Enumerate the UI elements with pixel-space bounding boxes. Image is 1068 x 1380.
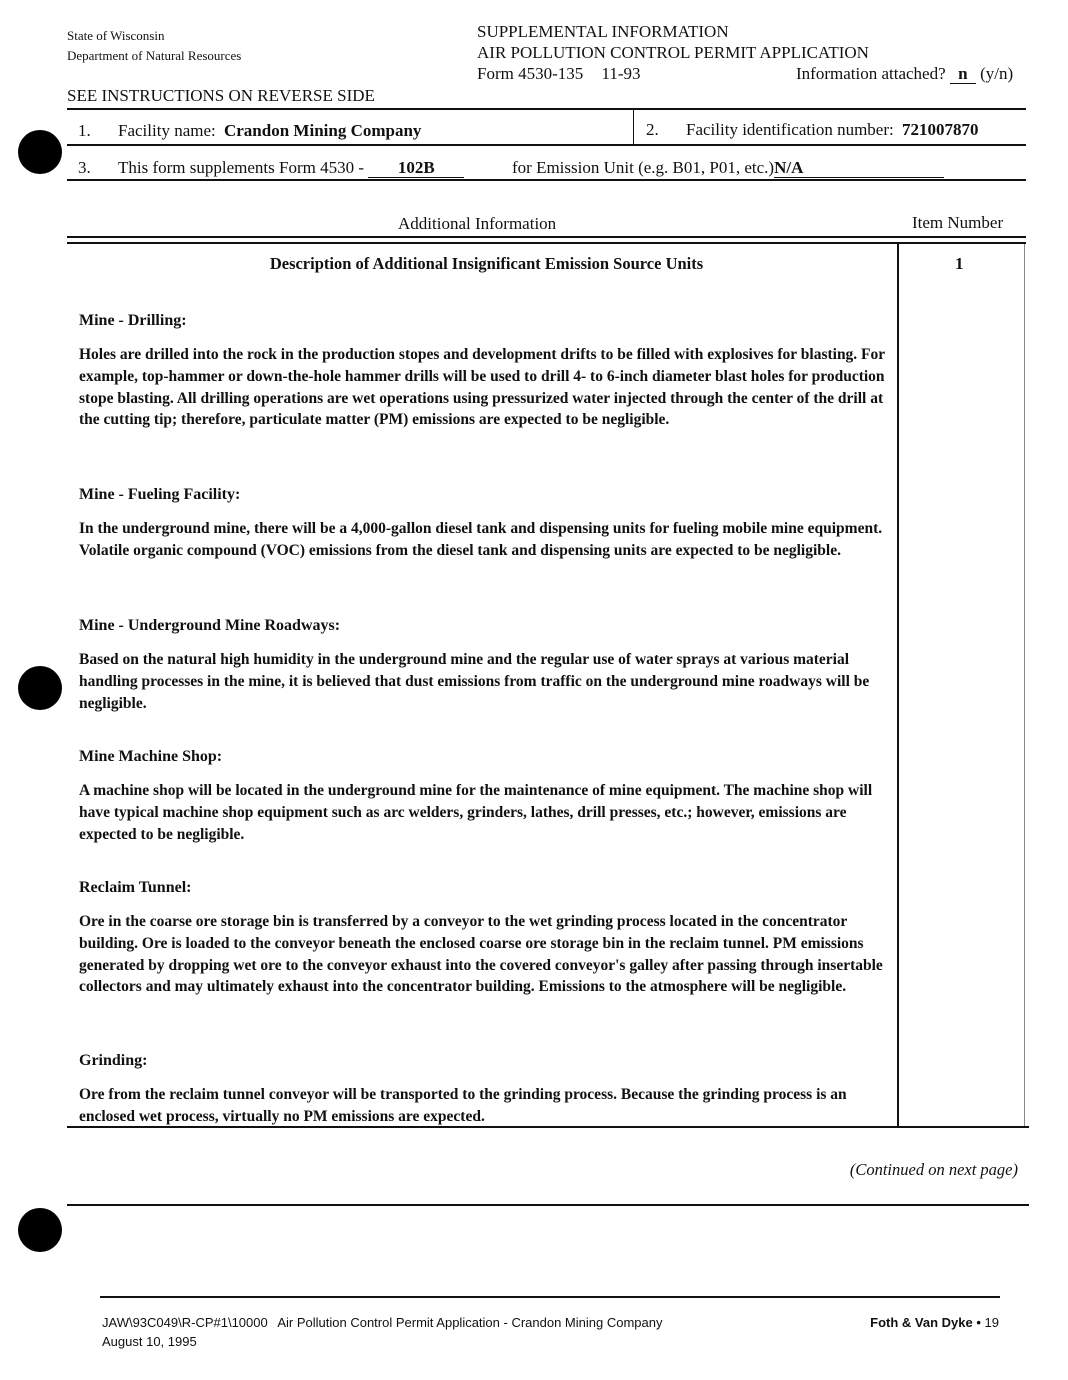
supplements-field[interactable] — [118, 158, 464, 178]
rule-top — [67, 108, 1026, 110]
facility-id-field[interactable] — [686, 120, 978, 140]
col-item-number: Item Number — [912, 213, 1004, 232]
facility-name-label: Facility name: — [118, 121, 216, 140]
footer-right — [820, 1313, 999, 1332]
form-number — [477, 64, 807, 84]
section-title: Mine - Fueling Facility: — [79, 486, 241, 503]
description-title: Description of Additional Insignificant Emission Source Units — [269, 254, 704, 273]
section-underground-roadways — [79, 616, 894, 714]
rule-table-header-1 — [67, 236, 1026, 238]
rule-field-divider — [633, 110, 634, 144]
info-attached-suffix: (y/n) — [980, 64, 1014, 83]
facility-id-value: 721007870 — [901, 120, 979, 139]
section-title: Reclaim Tunnel: — [79, 879, 192, 896]
department-label: Department of Natural Resources — [67, 48, 242, 63]
state-label: State of Wisconsin — [67, 28, 165, 43]
section-body: A machine shop will be located in the underground mine for the maintenance of mine equipment. The machine shop will have typical machine shop equipment such as arc welders, grinders, lathes, drill presses, etc.; however, emissions are expected to be negligible. — [79, 782, 873, 843]
emission-unit-value: N/A — [774, 159, 944, 178]
emission-unit-label: for Emission Unit (e.g. B01, P01, etc.) — [512, 158, 775, 177]
section-title: Mine Machine Shop: — [79, 748, 223, 765]
info-attached — [796, 64, 1013, 84]
form-number-value: Form 4530-135 — [477, 64, 584, 83]
item-number-value: 1 — [955, 254, 964, 273]
footer-line-1 — [102, 1313, 662, 1332]
section-body: Ore in the coarse ore storage bin is transferred by a conveyor to the wet grinding process located in the concentrator building. Ore is loaded to the conveyor beneath the enclosed coarse ore storage bin in the reclaim tunnel. PM emissions generated by dropping wet ore to the conveyor exhaust into the covered conveyor's galley after passing through insertable collectors and may ultimately exhaust into the concentrator building. Emissions to the atmosphere will be negligible. — [79, 913, 883, 996]
footer-left — [102, 1313, 662, 1351]
emission-unit-field[interactable] — [512, 158, 944, 178]
section-body: Holes are drilled into the rock in the production stopes and development drifts to be filled with explosives for blasting. For example, top-hammer or down-the-hole hammer drills will be used to drill 4- to 6-inch diameter blast holes for production stope blasting. All drilling operations are wet operations using pressurized water injected through the center of the drill at the cutting tip; therefore, particulate matter (PM) emissions are expected to be negligible. — [79, 346, 885, 429]
section-grinding — [79, 1051, 894, 1128]
section-reclaim-tunnel — [79, 878, 894, 998]
rule-item-column-right — [1024, 244, 1025, 1126]
section-body: In the underground mine, there will be a 4,000-gallon diesel tank and dispensing units for fueling mobile mine equipment. Volatile organic compound (VOC) emissions from the diesel tank and dispensing units are expected to be negligible. — [79, 520, 883, 559]
footer-firm: Foth & Van Dyke — [870, 1315, 973, 1330]
binder-hole-3 — [18, 1208, 62, 1252]
supplements-label: This form supplements Form 4530 - — [118, 158, 365, 177]
footer-doc-title: Air Pollution Control Permit Application - Crandon Mining Company — [277, 1315, 663, 1330]
continued-note: (Continued on next page) — [849, 1160, 1018, 1179]
section-body: Based on the natural high humidity in the underground mine and the regular use of water sprays at various material handling processes in the mine, it is believed that dust emissions from traffic on the underground mine roadways will be negligible. — [79, 651, 870, 712]
field-3-number: 3. — [78, 158, 91, 177]
rule-table-header-2 — [67, 242, 1026, 244]
field-1-number: 1. — [78, 121, 91, 140]
section-fueling-facility — [79, 485, 894, 562]
facility-id-label: Facility identification number: — [686, 120, 894, 139]
binder-hole-2 — [18, 666, 62, 710]
info-attached-value[interactable]: n — [950, 65, 976, 84]
facility-name-value: Crandon Mining Company — [223, 121, 422, 140]
info-attached-label: Information attached? — [796, 64, 946, 83]
footer-date: August 10, 1995 — [102, 1334, 197, 1349]
rule-middle — [67, 144, 1026, 146]
field-2-number: 2. — [646, 120, 659, 139]
section-body: Ore from the reclaim tunnel conveyor will be transported to the grinding process. Because the grinding process is an enclosed wet process, virtually no PM emissions are expected. — [79, 1086, 847, 1125]
form-title-line1: SUPPLEMENTAL INFORMATION — [477, 22, 729, 41]
footer-page-number: 19 — [984, 1315, 999, 1330]
section-title: Mine - Underground Mine Roadways: — [79, 617, 341, 634]
rule-field-bottom — [67, 179, 1026, 181]
instructions-label: SEE INSTRUCTIONS ON REVERSE SIDE — [67, 86, 375, 105]
form-title-line2: AIR POLLUTION CONTROL PERMIT APPLICATION — [477, 43, 869, 62]
col-additional-info: Additional Information — [398, 214, 557, 233]
supplements-value: 102B — [368, 159, 464, 178]
rule-footer — [100, 1296, 1000, 1298]
footer-bullet: • — [976, 1315, 981, 1330]
footer-path: JAW\93C049\R-CP#1\10000 — [102, 1315, 268, 1330]
section-mine-drilling — [79, 311, 894, 431]
facility-name-field[interactable] — [118, 121, 421, 141]
rule-table-bottom — [67, 1126, 1029, 1128]
section-machine-shop — [79, 747, 894, 845]
binder-hole-1 — [18, 130, 62, 174]
form-date: 11-93 — [601, 64, 641, 83]
rule-lower — [67, 1204, 1029, 1206]
section-title: Grinding: — [79, 1052, 148, 1069]
rule-column-divider — [897, 244, 899, 1126]
section-title: Mine - Drilling: — [79, 312, 187, 329]
